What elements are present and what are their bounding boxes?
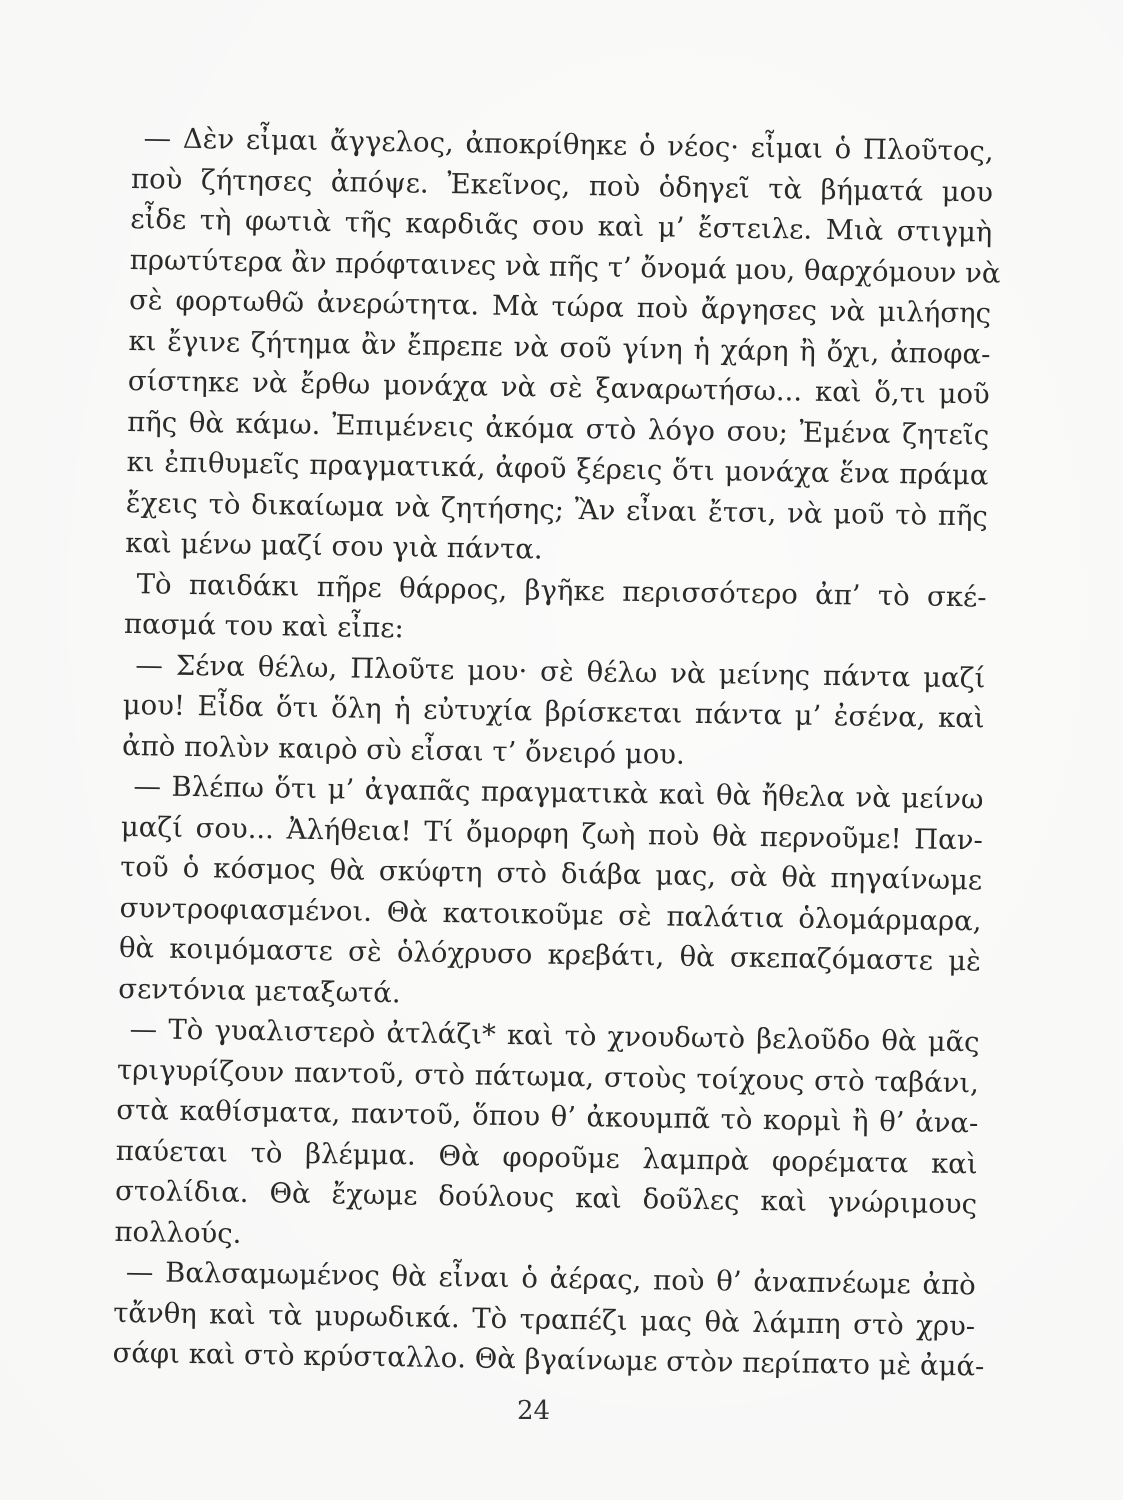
text-line: παύεται τὸ βλέμμα. Θὰ φοροῦμε λαμπρὰ φορέματα καὶ [115, 1134, 978, 1180]
text-line: μαζί σου... Ἀλήθεια! Τί ὄμορφη ζωὴ ποὺ θὰ περνοῦμε! Παν- [120, 810, 984, 856]
text-line: πολλούς. [114, 1215, 242, 1250]
text-line: σὲ φορτωθῶ ἀνερώτητα. Μὰ τώρα ποὺ ἄργησες νὰ μιλήσης [128, 283, 992, 330]
text-line: στολίδια. Θὰ ἔχωμε δούλους καὶ δοῦλες καὶ γνώριμους [114, 1174, 978, 1221]
text-line: κι ἐπιθυμεῖς πραγματικά, ἀφοῦ ξέρεις ὅτι μονάχα ἕνα πράμα [126, 445, 989, 492]
text-line: σίστηκε νὰ ἔρθω μονάχα νὰ σὲ ξαναρωτήσω... καὶ ὅ,τι μοῦ [127, 364, 991, 411]
text-line: — Τὸ γυαλιστερὸ ἀτλάζι* καὶ τὸ χνουδωτὸ βελοῦδο θὰ μᾶς [129, 1013, 980, 1059]
text-line: πῆς θὰ κάμω. Ἐπιμένεις ἀκόμα στὸ λόγο σου; Ἐμένα ζητεῖς [126, 405, 990, 452]
text-line: — Βαλσαμωμένος θὰ εἶναι ὁ ἀέρας, ποὺ θ’ ἀναπνέωμε ἀπὸ [125, 1256, 977, 1302]
text-line: συντροφιασμένοι. Θὰ κατοικοῦμε σὲ παλάτια ὁλομάρμαρα, [119, 891, 982, 937]
text-line: ἔχεις τὸ δικαίωμα νὰ ζητήσης; Ἂν εἶναι ἔτσι, νὰ μοῦ τὸ πῆς [125, 486, 989, 532]
text-line: σεντόνια μεταξωτά. [118, 972, 401, 1009]
text-line: σάφι καὶ στὸ κρύσταλλο. Θὰ βγαίνωμε στὸν περίπατο μὲ ἀμά- [112, 1336, 985, 1383]
text-line: — Δὲν εἶμαι ἄγγελος, ἀποκρίθηκε ὁ νέος· εἶμαι ὁ Πλοῦτος, [143, 122, 994, 168]
text-line: πρωτύτερα ἂν πρόφταινες νὰ πῆς τ’ ὄνομά μου, θαρχόμουν νὰ [129, 243, 1001, 290]
text-line: μου! Εἶδα ὅτι ὅλη ἡ εὐτυχία βρίσκεται πάντα μ’ ἐσένα, καὶ [122, 688, 985, 735]
text-line: καὶ μένω μαζί σου γιὰ πάντα. [125, 526, 543, 566]
text-line: τοῦ ὁ κόσμος θὰ σκύφτη στὸ διάβα μας, σὰ θὰ πηγαίνωμε [119, 850, 983, 897]
text-line: στὰ καθίσματα, παντοῦ, ὅπου θ’ ἀκουμπᾶ τὸ κορμὶ ἢ θ’ ἀνα- [116, 1093, 979, 1140]
page-number: 24 [516, 1396, 551, 1426]
body-text [112, 118, 1001, 1387]
text-line: — Σένα θέλω, Πλοῦτε μου· σὲ θέλω νὰ μείνης πάντα μαζί [135, 648, 986, 694]
text-line: — Βλέπω ὅτι μ’ ἀγαπᾶς πραγματικὰ καὶ θὰ ἤθελα νὰ μείνω [133, 770, 984, 816]
text-line: ἀπὸ πολὺν καιρὸ σὺ εἶσαι τ’ ὄνειρό μου. [121, 729, 685, 771]
text-line: Τὸ παιδάκι πῆρε θάρρος, βγῆκε περισσότερο ἀπ’ τὸ σκέ- [136, 567, 987, 613]
text-line: τριγυρίζουν παντοῦ, στὸ πάτωμα, στοὺς τοίχους στὸ ταβάνι, [116, 1053, 980, 1099]
text-line: πασμά του καὶ εἶπε: [123, 607, 405, 645]
text-line: εἶδε τὴ φωτιὰ τῆς καρδιᾶς σου καὶ μ’ ἔστειλε. Μιὰ στιγμὴ [130, 202, 993, 249]
text-line: θὰ κοιμόμαστε σὲ ὁλόχρυσο κρεβάτι, θὰ σκεπαζόμαστε μὲ [118, 931, 982, 978]
text-line: ποὺ ζήτησες ἀπόψε. Ἐκεῖνος, ποὺ ὁδηγεῖ τὰ βήματά μου [130, 162, 994, 209]
text-line: κι ἔγινε ζήτημα ἂν ἔπρεπε νὰ σοῦ γίνη ἡ χάρη ἢ ὄχι, ἀποφα- [128, 324, 991, 371]
text-line: τἄνθη καὶ τὰ μυρωδικά. Τὸ τραπέζι μας θὰ λάμπη στὸ χρυ- [112, 1296, 976, 1342]
